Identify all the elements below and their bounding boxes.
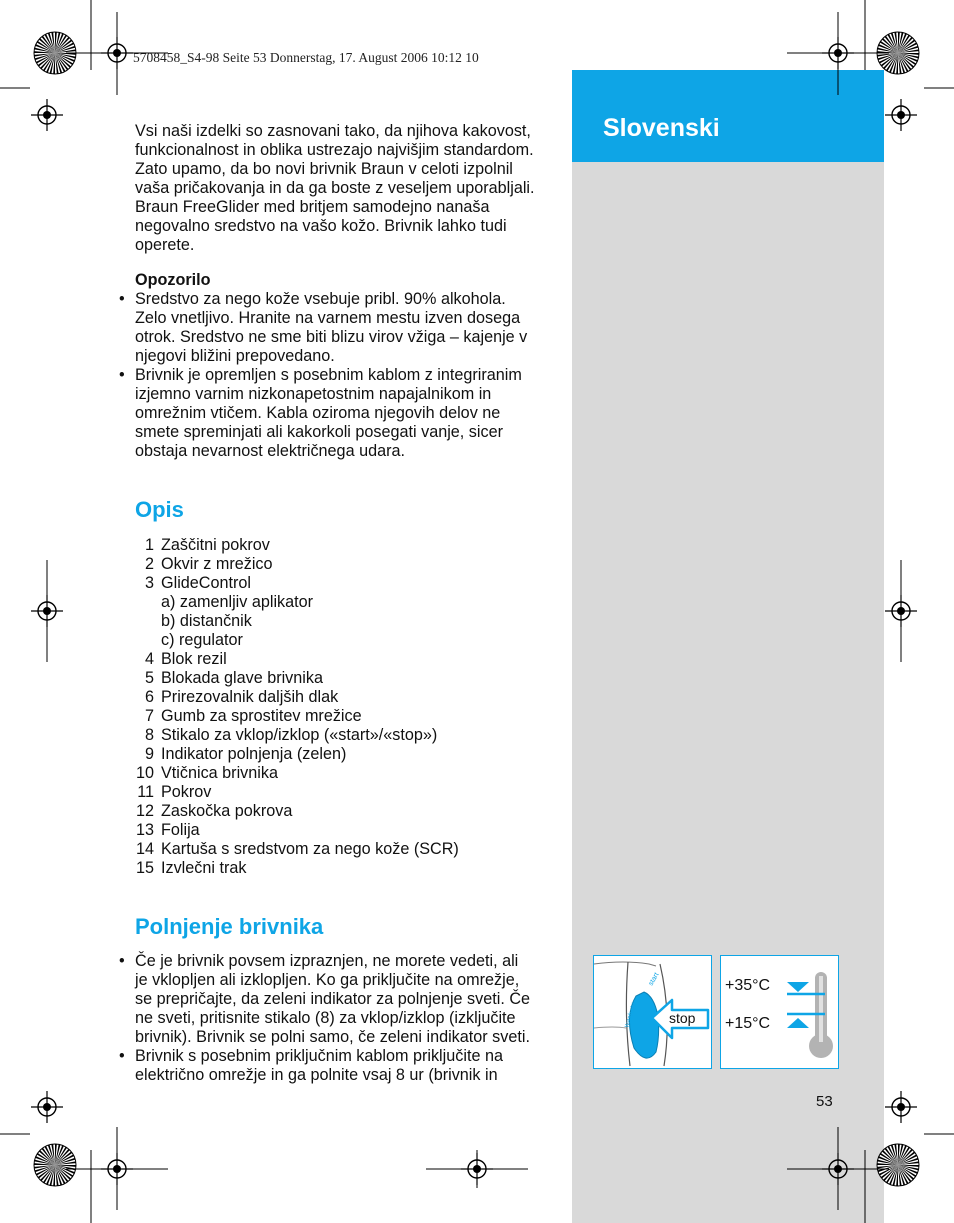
registration-crosshair-icon [31,1091,63,1123]
intro-line: Braun FreeGlider med britjem samodejno nanaša [135,198,490,216]
part-label: a) zamenljiv aplikator [161,593,314,611]
part-label: Folija [161,821,200,839]
print-slug: 5708458_S4-98 Seite 53 Donnerstag, 17. August 2006 10:12 10 [133,50,479,65]
warning-line: obstaja nevarnost električnega udara. [135,442,405,460]
section-title-charging: Polnjenje brivnika [135,914,324,939]
page-number: 53 [816,1093,833,1110]
part-number: 8 [144,726,154,744]
warning-line: otrok. Sredstvo ne sme biti blizu virov vžiga – kajenje v [135,328,528,346]
part-number: 3 [144,574,154,592]
part-label: Stikalo za vklop/izklop («start»/«stop») [161,726,438,744]
part-label: Gumb za sprostitev mrežice [161,707,362,725]
part-label: Okvir z mrežico [161,555,273,573]
part-number: 9 [144,745,154,763]
language-title: Slovenski [603,114,720,142]
charging-line: se prepričajte, da zeleni indikator za polnjenje sveti. Če [135,990,531,1008]
intro-line: funkcionalnost in oblika ustrezajo najvišjim standardom. [135,141,534,159]
warning-line: • Sredstvo za nego kože vsebuje pribl. 90% alkohola. [135,290,506,308]
part-number: 1 [144,536,154,554]
registration-crosshair-icon [885,1091,917,1123]
part-label: GlideControl [161,574,251,592]
part-label: b) distančnik [161,612,252,630]
part-label: Prirezovalnik daljših dlak [161,688,339,706]
warning-line: izjemno varnim nizkonapetostnim napajalnikom in [135,385,492,403]
part-label: Zaskočka pokrova [161,802,293,820]
warning-heading: Opozorilo [135,271,211,289]
part-label: Pokrov [161,783,212,801]
intro-line: negovalno sredstvo na vašo kožo. Brivnik lahko tudi [135,217,507,235]
part-number: 10 [135,764,154,782]
part-label: Blokada glave brivnika [161,669,323,687]
registration-crosshair-icon [31,99,63,131]
part-number: 7 [144,707,154,725]
part-number: 14 [135,840,154,858]
part-number: 4 [144,650,154,668]
registration-crosshair-icon [885,99,917,131]
charging-line: • Brivnik s posebnim priključnim kablom priključite na [135,1047,503,1065]
part-label: Izvlečni trak [161,859,247,877]
part-number: 2 [144,555,154,573]
temperature-high-label: +35°C [725,977,771,994]
intro-line: operete. [135,236,195,254]
start-label: start [647,971,661,987]
warning-line: omrežnim vtičem. Kabla oziroma njegovih delov ne [135,404,501,422]
part-label: Vtičnica brivnika [161,764,278,782]
part-number: 5 [144,669,154,687]
intro-line: Vsi naši izdelki so zasnovani tako, da njihova kakovost, [135,122,531,140]
part-label: Zaščitni pokrov [161,536,270,554]
charging-line: • Če je brivnik povsem izpraznjen, ne morete vedeti, ali [135,952,519,970]
part-label: Indikator polnjenja (zelen) [161,745,347,763]
warning-line: Zelo vnetljivo. Hranite na varnem mestu izven dosega [135,309,521,327]
washable-label: washable [623,998,640,1029]
color-target-icon [877,1144,919,1186]
warning-line: • Brivnik je opremljen s posebnim kablom z integriranim [135,366,522,384]
charging-line: ne sveti, pritisnite stikalo (8) za vklop/izklop (izključite [135,1009,516,1027]
part-number: 11 [137,783,154,801]
charging-line: je vklopljen ali izklopljen. Ko ga priključite na omrežje, [135,971,520,989]
part-number: 6 [144,688,154,706]
part-number: 13 [135,821,154,839]
part-number: 15 [135,859,154,877]
warning-line: smete spreminjati ali kakorkoli posegati vanje, sicer [135,423,503,441]
part-label: c) regulator [161,631,243,649]
part-label: Blok rezil [161,650,227,668]
intro-line: vaša pričakovanja in da ga boste z veseljem uporabljali. [135,179,535,197]
intro-line: Zato upamo, da bo novi brivnik Braun v celoti izpolnil [135,160,513,178]
stop-label: stop [669,1010,696,1026]
warning-line: njegovi bližini prepovedano. [135,347,335,365]
charging-line: električno omrežje in ga polnite vsaj 8 ur (brivnik in [135,1066,498,1084]
section-title-opis: Opis [135,497,184,522]
charging-line: brivnik). Brivnik se polni samo, če zeleni indikator sveti. [135,1028,530,1046]
temperature-low-label: +15°C [725,1015,771,1032]
color-target-icon [34,1144,76,1186]
part-number: 12 [135,802,154,820]
part-label: Kartuša s sredstvom za nego kože (SCR) [161,840,459,858]
